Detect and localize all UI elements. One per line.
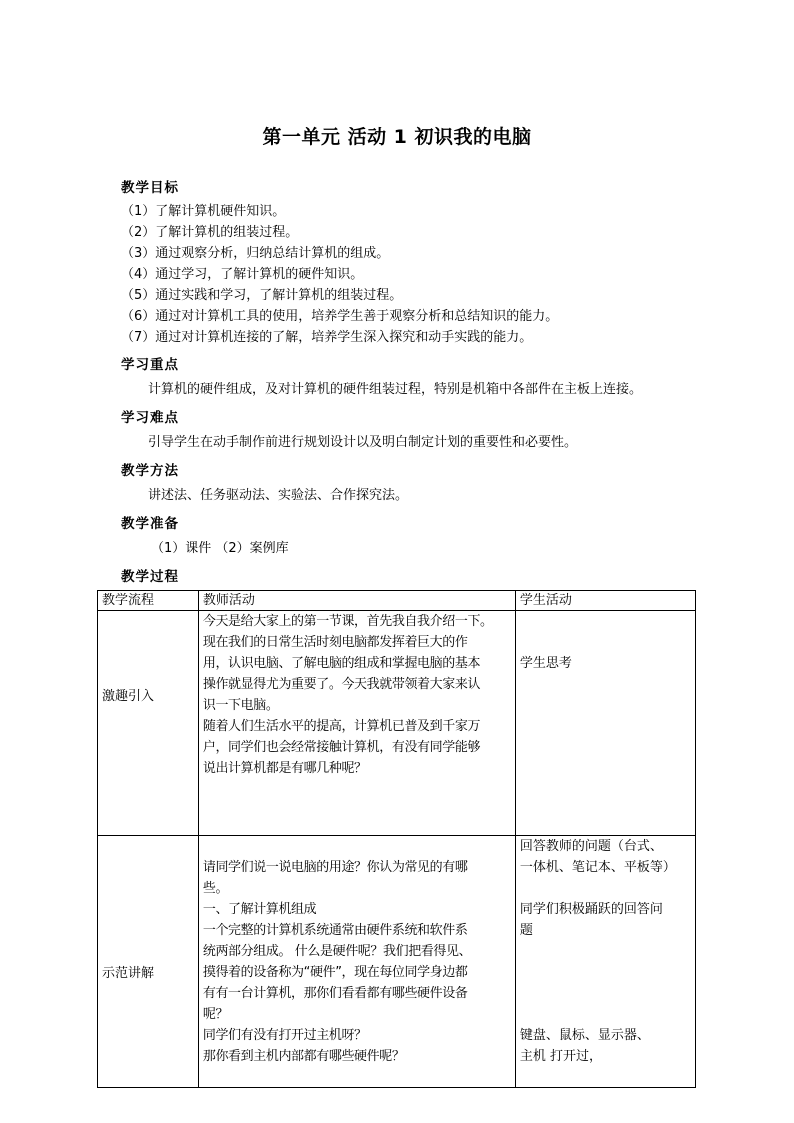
student-activity: 回答教师的问题（台式、 一体机、笔记本、平板等） 同学们积极踊跃的回答问 题 键盘、鼠标、显示器、 主机 打开过， <box>519 839 676 1064</box>
student-activity: 学生思考 <box>519 656 572 671</box>
teacher-activity: 今天是给大家上的第一节课，首先我自我介绍一下。 现在我们的日常生活时刻电脑都发挥着巨大的作 用，认识电脑、了解电脑的组成和掌握电脑的基本 操作就显得尤为重要了。今天我就带领着大家来认 识一下电脑。 随着人们生活水平的提高，计算机已普及到千家万 户，同学们也会经常接触计算机，有没有同学能够 说出计算机都是有哪几种呢？ <box>202 614 493 776</box>
difficulties-text: 引导学生在动手制作前进行规划设计以及明白制定计划的重要性和必要性。 <box>148 435 578 450</box>
header-teacher: 教师活动 <box>198 591 515 611</box>
teacher-activity: 请同学们说一说电脑的用途？你认为常见的有哪 些。 一、了解计算机组成 一个完整的计算机系统通常由硬件系统和软件系 统两部分组成。 什么是硬件呢？我们把看得见、 摸得着的设备称为“硬件”，现在每位同学身边都 有有一台计算机，那你们看看都有哪些硬件设备 呢？ 同学们有没有打开过主机呀？ 那你看到主机内部都有哪些硬件呢？ <box>202 860 472 1064</box>
process-table <box>97 590 696 1088</box>
goal-item: （3）通过观察分析，归纳总结计算机的组成。 <box>121 246 390 261</box>
preparation-heading: 教学准备 <box>121 516 179 532</box>
table-row <box>98 836 696 1088</box>
table-header-row <box>98 591 696 611</box>
row-student-cell <box>515 836 695 1088</box>
methods-text: 讲述法、任务驱动法、实验法、合作探究法。 <box>148 488 409 503</box>
process-heading: 教学过程 <box>121 569 179 585</box>
goal-item: （2）了解计算机的组装过程。 <box>121 225 299 240</box>
goal-item: （5）通过实践和学习，了解计算机的组装过程。 <box>121 288 403 303</box>
header-flow: 教学流程 <box>98 591 199 611</box>
row-teacher-cell <box>198 611 515 836</box>
flow-label: 示范讲解 <box>102 966 155 981</box>
key-points-heading: 学习重点 <box>121 357 179 373</box>
difficulties-heading: 学习难点 <box>121 410 179 426</box>
goal-item: （6）通过对计算机工具的使用，培养学生善于观察分析和总结知识的能力。 <box>121 309 559 324</box>
goal-item: （7）通过对计算机连接的了解，培养学生深入探究和动手实践的能力。 <box>121 330 533 345</box>
row-flow-cell <box>98 611 199 836</box>
table-row <box>98 611 696 836</box>
goals-heading: 教学目标 <box>121 180 179 196</box>
row-teacher-cell <box>198 836 515 1088</box>
goal-item: （1）了解计算机硬件知识。 <box>121 204 286 219</box>
header-student: 学生活动 <box>515 591 695 611</box>
methods-heading: 教学方法 <box>121 463 179 479</box>
flow-label: 激趣引入 <box>102 688 155 704</box>
goal-item: （4）通过学习，了解计算机的硬件知识。 <box>121 267 364 282</box>
preparation-text: （1）课件 （2）案例库 <box>151 541 289 556</box>
row-flow-cell <box>98 836 199 1088</box>
row-student-cell <box>515 611 695 836</box>
key-points-text: 计算机的硬件组成，及对计算机的硬件组装过程，特别是机箱中各部件在主板上连接。 <box>148 382 643 397</box>
document-title: 第一单元 活动 1 初识我的电脑 <box>262 126 532 148</box>
